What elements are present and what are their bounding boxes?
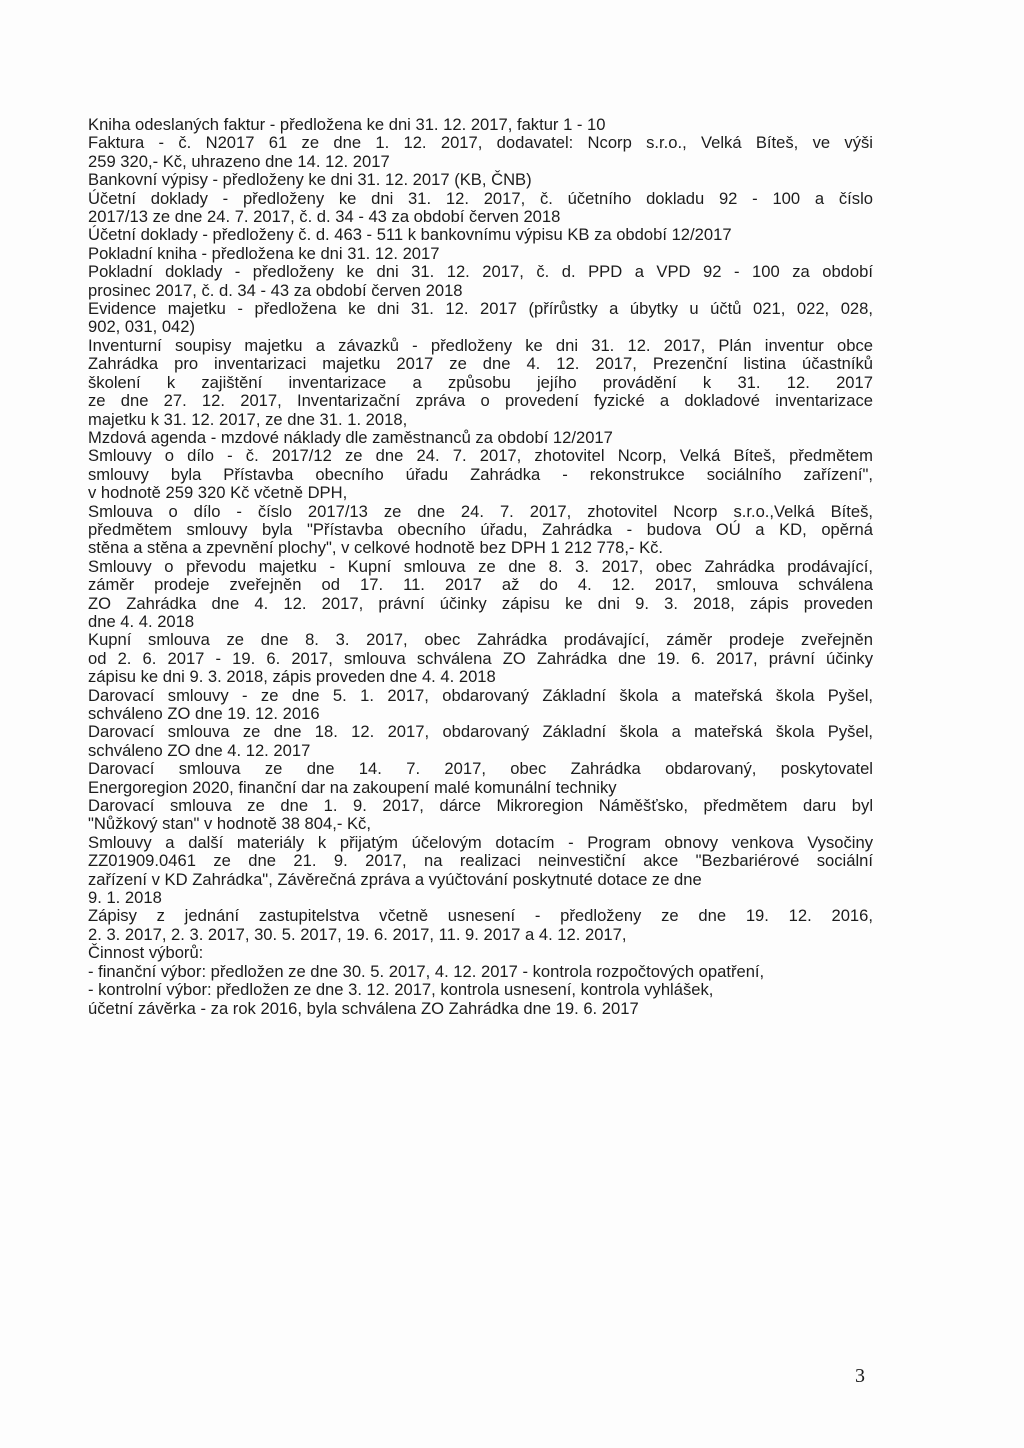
text-line: Kupní smlouva ze dne 8. 3. 2017, obec Zahrádka prodávající, záměr prodeje zveřejněn — [88, 630, 873, 650]
text-line: majetku k 31. 12. 2017, ze dne 31. 1. 2018, — [88, 409, 408, 429]
text-line: Zápisy z jednání zastupitelstva včetně usnesení - předloženy ze dne 19. 12. 2016, — [88, 906, 873, 926]
text-line: Bankovní výpisy - předloženy ke dni 31. 12. 2017 (KB, ČNB) — [88, 170, 532, 190]
text-line: Účetní doklady - předloženy ke dni 31. 12. 2017, č. účetního dokladu 92 - 100 a číslo — [88, 188, 873, 208]
text-line: Inventurní soupisy majetku a závazků - předloženy ke dni 31. 12. 2017, Plán inventur obce — [88, 335, 873, 355]
text-line: od 2. 6. 2017 - 19. 6. 2017, smlouva schválena ZO Zahrádka dne 19. 6. 2017, právní účinky — [88, 648, 873, 668]
text-line: ZZ01909.0461 ze dne 21. 9. 2017, na realizaci neinvestiční akce "Bezbariérové sociální — [88, 851, 873, 871]
text-line: - finanční výbor: předložen ze dne 30. 5. 2017, 4. 12. 2017 - kontrola rozpočtových opatření, — [88, 961, 765, 981]
text-line: Pokladní kniha - předložena ke dni 31. 12. 2017 — [88, 243, 440, 263]
text-line: Kniha odeslaných faktur - předložena ke dni 31. 12. 2017, faktur 1 - 10 — [88, 115, 606, 134]
text-line: 902, 031, 042) — [88, 317, 196, 337]
text-line: dne 4. 4. 2018 — [88, 611, 195, 631]
text-line: Účetní doklady - předloženy č. d. 463 - 511 k bankovnímu výpisu KB za období 12/2017 — [88, 225, 732, 245]
text-line: Energoregion 2020, finanční dar na zakoupení malé komunální techniky — [88, 777, 617, 797]
text-line: zápisu ke dni 9. 3. 2018, zápis proveden dne 4. 4. 2018 — [88, 667, 496, 687]
text-line: smlouvy byla Přístavba obecního úřadu Zahrádka - rekonstrukce sociálního zařízení", — [88, 464, 873, 484]
text-line: Darovací smlouvy - ze dne 5. 1. 2017, obdarovaný Základní škola a mateřská škola Pyšel, — [88, 685, 873, 705]
text-line: "Nůžkový stan" v hodnotě 38 804,- Kč, — [88, 814, 371, 834]
text-line: Faktura - č. N2017 61 ze dne 1. 12. 2017, dodavatel: Ncorp s.r.o., Velká Bíteš, ve výši — [88, 133, 873, 153]
text-line: Mzdová agenda - mzdové náklady dle zaměstnanců za období 12/2017 — [88, 427, 613, 447]
text-line: ZO Zahrádka dne 4. 12. 2017, právní účinky zápisu ke dni 9. 3. 2018, zápis proveden — [88, 593, 873, 613]
text-line: Smlouva o dílo - číslo 2017/13 ze dne 24. 7. 2017, zhotovitel Ncorp s.r.o.,Velká Bíteš, — [88, 501, 873, 521]
text-line: 259 320,- Kč, uhrazeno dne 14. 12. 2017 — [88, 151, 390, 171]
text-line: schváleno ZO dne 4. 12. 2017 — [88, 740, 311, 760]
text-line: - kontrolní výbor: předložen ze dne 3. 12. 2017, kontrola usnesení, kontrola vyhlášek, — [88, 980, 714, 1000]
text-line: schváleno ZO dne 19. 12. 2016 — [88, 704, 320, 723]
text-line: Darovací smlouva ze dne 18. 12. 2017, obdarovaný Základní škola a mateřská škola Pyšel, — [88, 722, 873, 742]
text-line: stěna a stěna a zpevnění plochy", v celkové hodnotě bez DPH 1 212 778,- Kč. — [88, 538, 664, 558]
text-line: Smlouvy o převodu majetku - Kupní smlouva ze dne 8. 3. 2017, obec Zahrádka prodávající, — [88, 556, 873, 576]
text-line: záměr prodeje zveřejněn od 17. 11. 2017 až do 4. 12. 2017, smlouva schválena — [88, 575, 873, 595]
text-line: zařízení v KD Zahrádka", Závěrečná zpráva a vyúčtování poskytnuté dotace ze dne — [88, 869, 702, 889]
text-line: Pokladní doklady - předloženy ke dni 31. 12. 2017, č. d. PPD a VPD 92 - 100 za období — [88, 262, 873, 282]
text-line: Činnost výborů: — [88, 943, 204, 963]
text-line: ze dne 27. 12. 2017, Inventarizační zpráva o provedení fyzické a dokladové inventarizace — [88, 391, 873, 411]
text-line: Zahrádka pro inventarizaci majetku 2017 ze dne 4. 12. 2017, Prezenční listina účastníků — [88, 354, 873, 374]
text-line: 9. 1. 2018 — [88, 888, 162, 908]
text-line: Darovací smlouva ze dne 1. 9. 2017, dárce Mikroregion Náměšťsko, předmětem daru byl — [88, 796, 873, 816]
text-line: v hodnotě 259 320 Kč včetně DPH, — [88, 483, 348, 503]
text-line: 2017/13 ze dne 24. 7. 2017, č. d. 34 - 43 za období červen 2018 — [88, 207, 561, 227]
text-line: Smlouvy o dílo - č. 2017/12 ze dne 24. 7. 2017, zhotovitel Ncorp, Velká Bíteš, předmětem — [88, 446, 873, 466]
document-body — [88, 116, 873, 1018]
page-number: 3 — [855, 1365, 865, 1387]
text-line: předmětem smlouvy byla "Přístavba obecního úřadu, Zahrádka - budova OÚ a KD, opěrná — [88, 519, 873, 539]
text-line: Evidence majetku - předložena ke dni 31. 12. 2017 (přírůstky a úbytky u účtů 021, 022, 028, — [88, 299, 873, 319]
text-line: prosinec 2017, č. d. 34 - 43 za období červen 2018 — [88, 280, 463, 300]
text-line: Smlouvy a další materiály k přijatým účelovým dotacím - Program obnovy venkova Vysočiny — [88, 832, 873, 852]
text-line: účetní závěrka - za rok 2016, byla schválena ZO Zahrádka dne 19. 6. 2017 — [88, 998, 639, 1018]
text-line: Darovací smlouva ze dne 14. 7. 2017, obec Zahrádka obdarovaný, poskytovatel — [88, 759, 873, 779]
text-line: školení k zajištění inventarizace a způsobu jejího provádění k 31. 12. 2017 — [88, 372, 873, 392]
text-line: 2. 3. 2017, 2. 3. 2017, 30. 5. 2017, 19. 6. 2017, 11. 9. 2017 a 4. 12. 2017, — [88, 924, 627, 944]
